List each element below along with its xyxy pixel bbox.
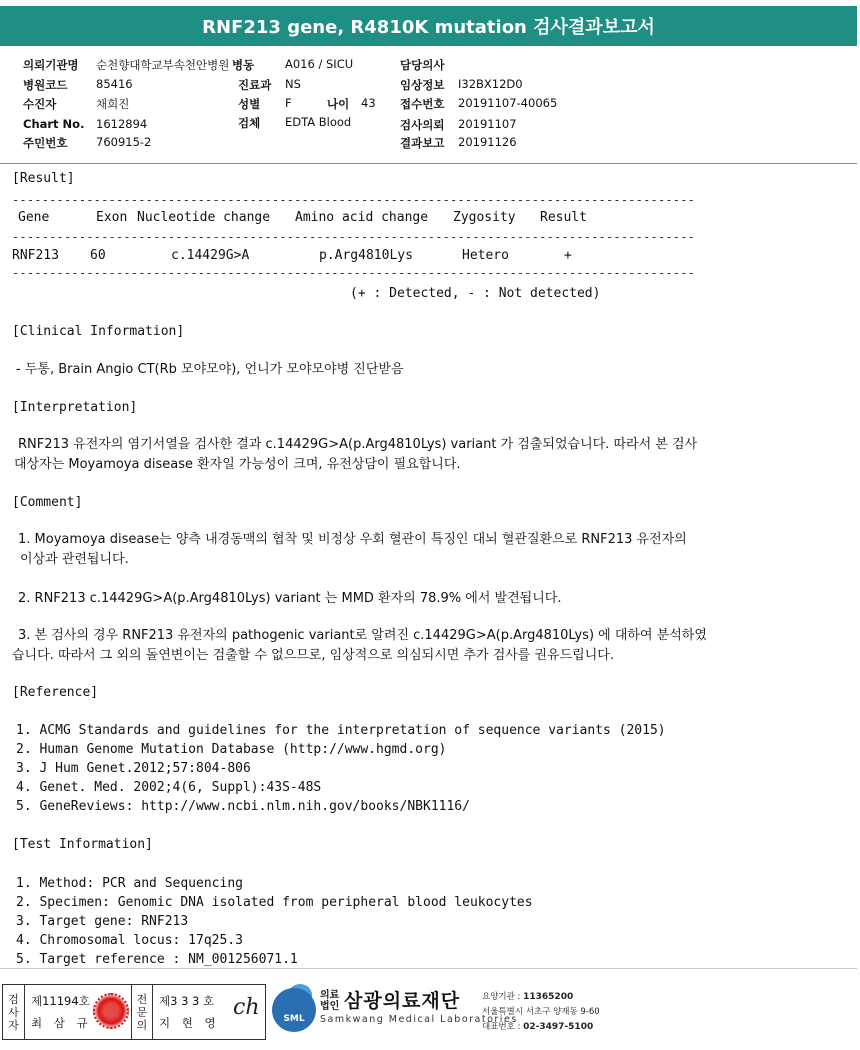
phone-label: 대표번호 : <box>482 1022 521 1032</box>
request-value: 20191107 <box>458 117 517 131</box>
age-label: 나이 <box>327 97 350 111</box>
clinical-info-value: I32BX12D0 <box>458 77 523 91</box>
phone-number: 02-3497-5100 <box>523 1022 594 1032</box>
specialist-label-char: 문 <box>136 1005 148 1019</box>
inspector-label <box>3 985 25 1039</box>
test-info-item: 2. Specimen: Genomic DNA isolated from peripheral blood leukocytes <box>16 895 533 910</box>
test-info-heading: [Test Information] <box>12 837 153 852</box>
ward-label: 병동 <box>232 58 255 72</box>
resident-value: 760915-2 <box>96 135 152 149</box>
org-name: 삼광의료재단 <box>344 990 461 1012</box>
inspector-label-char: 자 <box>8 1018 19 1032</box>
col-gene: Gene <box>18 210 50 225</box>
test-info-item: 3. Target gene: RNF213 <box>16 914 189 929</box>
specialist-signature: ch <box>233 995 260 1020</box>
header-divider <box>0 163 857 164</box>
org-english-name: Samkwang Medical Laboratories <box>320 1014 518 1025</box>
sex-label: 성별 <box>238 97 261 111</box>
sex-value: F <box>285 96 292 110</box>
reference-list <box>16 721 666 816</box>
report-title: RNF213 gene, R4810K mutation 검사결과보고서 <box>0 6 857 46</box>
hospital-code-label: 병원코드 <box>23 78 68 92</box>
clinical-heading: [Clinical Information] <box>12 324 185 339</box>
cell-gene: RNF213 <box>12 248 59 263</box>
inspector-block <box>25 985 131 1039</box>
receipt-label: 접수번호 <box>400 97 445 111</box>
col-exon: Exon <box>96 210 128 225</box>
interpretation-line-2: 대상자는 Moyamoya disease 환자일 가능성이 크며, 유전상담이 필요합니다. <box>14 457 461 472</box>
col-amino-acid: Amino acid change <box>295 210 429 225</box>
inspector-label-char: 검 <box>8 992 19 1006</box>
receipt-value: 20191107-40065 <box>458 96 558 110</box>
result-divider-bottom: -------------------------------------------------------------------------------------------- <box>12 266 696 280</box>
inspector-seal-icon <box>93 993 129 1029</box>
specialist-label <box>131 985 153 1039</box>
specialist-block <box>153 985 265 1039</box>
department-label: 진료과 <box>238 78 272 92</box>
inspector-license: 제11194호 <box>31 994 90 1008</box>
chart-value: 1612894 <box>96 117 148 131</box>
specialist-name: 지 현 영 <box>159 1016 220 1030</box>
patient-value: 채희진 <box>96 97 130 111</box>
resident-label: 주민번호 <box>23 136 68 150</box>
result-divider-top: -------------------------------------------------------------------------------------------- <box>12 193 696 207</box>
facility-code-label: 요양기관 : <box>482 992 521 1002</box>
test-info-item: 4. Chromosomal locus: 17q25.3 <box>16 933 243 948</box>
clinical-info-label: 임상정보 <box>400 78 445 92</box>
patient-label: 수진자 <box>23 97 57 111</box>
sml-logo-icon: SML <box>272 988 316 1032</box>
specialist-label-char: 전 <box>136 992 148 1006</box>
department-value: NS <box>285 77 301 91</box>
test-info-item: 5. Target reference : NM_001256071.1 <box>16 952 298 967</box>
test-info-item: 1. Method: PCR and Sequencing <box>16 876 243 891</box>
cell-zygosity: Hetero <box>462 248 509 263</box>
signature-box <box>2 984 266 1040</box>
report-header <box>0 55 857 155</box>
comment-1-line-1: 1. Moyamoya disease는 양측 내경동맥의 협착 및 비정상 우회 혈관이 특징인 대뇌 혈관질환으로 RNF213 유전자의 <box>18 532 687 547</box>
institution-label: 의뢰기관명 <box>23 58 79 72</box>
org-address: 서울특별시 서초구 양재동 9-60 <box>482 1007 600 1017</box>
interpretation-heading: [Interpretation] <box>12 400 138 415</box>
cell-exon: 60 <box>90 248 106 263</box>
report-footer <box>0 984 857 1040</box>
reference-heading: [Reference] <box>12 685 99 700</box>
reference-item: 1. ACMG Standards and guidelines for the interpretation of sequence variants (2015) <box>16 723 666 738</box>
org-legal-top: 의료 <box>320 990 340 1001</box>
comment-1-line-2: 이상과 관련됩니다. <box>20 552 129 567</box>
request-label: 검사의뢰 <box>400 118 445 132</box>
cell-amino-acid: p.Arg4810Lys <box>319 248 413 263</box>
hospital-code-value: 85416 <box>96 77 133 91</box>
cell-result: + <box>564 248 572 263</box>
specimen-label: 검체 <box>238 116 261 130</box>
col-result: Result <box>540 210 587 225</box>
result-heading: [Result] <box>12 171 75 186</box>
reference-item: 5. GeneReviews: http://www.ncbi.nlm.nih.gov/books/NBK1116/ <box>16 799 470 814</box>
reference-item: 2. Human Genome Mutation Database (http://www.hgmd.org) <box>16 742 447 757</box>
specialist-label-char: 의 <box>136 1018 148 1032</box>
comment-3-line-1: 3. 본 검사의 경우 RNF213 유전자의 pathogenic variant로 알려진 c.14429G>A(p.Arg4810Lys) 에 대하여 분석하였 <box>18 628 707 643</box>
col-zygosity: Zygosity <box>453 210 516 225</box>
col-nucleotide: Nucleotide change <box>137 210 271 225</box>
test-info-list <box>16 874 533 969</box>
institution-value: 순천향대학교부속천안병원 <box>96 58 230 72</box>
report-label: 결과보고 <box>400 136 445 150</box>
footer-divider <box>0 968 857 969</box>
reference-item: 3. J Hum Genet.2012;57:804-806 <box>16 761 251 776</box>
clinical-text: - 두통, Brain Angio CT(Rb 모야모야), 언니가 모야모야병 진단받음 <box>16 362 404 377</box>
specimen-value: EDTA Blood <box>285 115 352 129</box>
comment-heading: [Comment] <box>12 495 83 510</box>
result-legend: (+ : Detected, - : Not detected) <box>350 286 601 301</box>
org-contact <box>482 990 600 1035</box>
org-legal-type <box>320 990 339 1012</box>
age-value: 43 <box>361 96 376 110</box>
inspector-label-char: 사 <box>8 1005 19 1019</box>
cell-nucleotide: c.14429G>A <box>171 248 250 263</box>
interpretation-line-1: RNF213 유전자의 염기서열을 검사한 결과 c.14429G>A(p.Arg4810Lys) variant 가 검출되었습니다. 따라서 본 검사 <box>18 437 698 452</box>
facility-code: 11365200 <box>523 992 574 1002</box>
specialist-license: 제3 3 3 호 <box>159 994 215 1008</box>
result-divider-mid: -------------------------------------------------------------------------------------------- <box>12 230 696 244</box>
reference-item: 4. Genet. Med. 2002;4(6, Suppl):43S-48S <box>16 780 322 795</box>
inspector-name: 최 삼 규 <box>31 1016 92 1030</box>
report-value: 20191126 <box>458 135 517 149</box>
doctor-label: 담당의사 <box>400 58 445 72</box>
comment-3-line-2: 습니다. 따라서 그 외의 돌연변이는 검출할 수 없으므로, 임상적으로 의심되시면 추가 검사를 권유드립니다. <box>12 648 614 663</box>
chart-label: Chart No. <box>23 117 85 131</box>
ward-value: A016 / SICU <box>285 57 354 71</box>
comment-2: 2. RNF213 c.14429G>A(p.Arg4810Lys) variant 는 MMD 환자의 78.9% 에서 발견됩니다. <box>18 591 562 606</box>
org-legal-bottom: 법인 <box>320 1001 340 1012</box>
